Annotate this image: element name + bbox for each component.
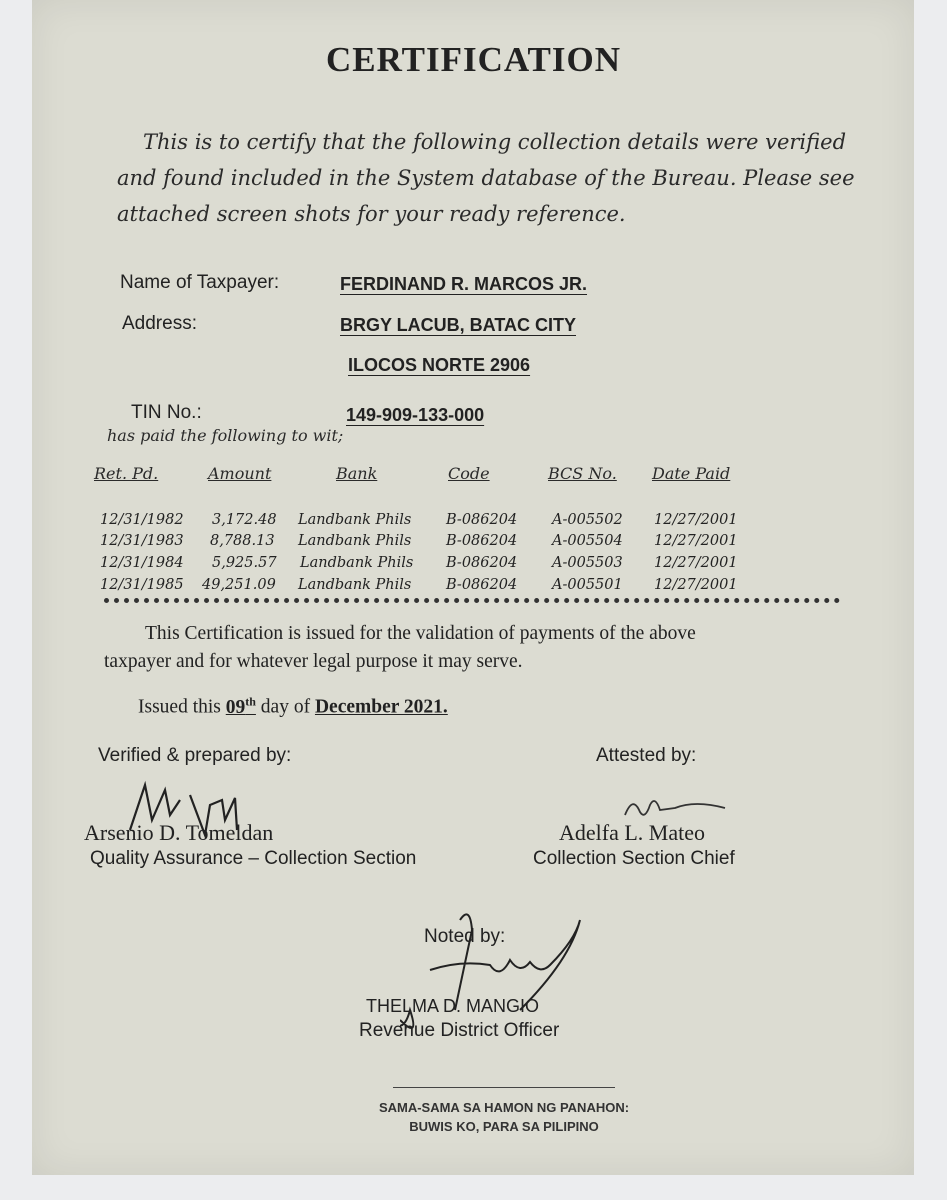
table-cell: 8,788.13 bbox=[210, 533, 275, 549]
table-cell: B-086204 bbox=[446, 555, 518, 571]
verified-label: Verified & prepared by: bbox=[98, 745, 292, 766]
table-cell: 12/27/2001 bbox=[654, 512, 738, 528]
table-cell: Landbank Phils bbox=[298, 512, 412, 528]
motto-rule bbox=[393, 1087, 615, 1088]
address-line-2: ILOCOS NORTE 2906 bbox=[348, 355, 531, 375]
issued-middle: day of bbox=[260, 696, 311, 718]
table-cell: 12/27/2001 bbox=[654, 577, 738, 593]
table-cell: Landbank Phils bbox=[298, 577, 412, 593]
document-title: CERTIFICATION bbox=[325, 40, 622, 79]
noter-signature bbox=[400, 900, 600, 1040]
address-label: Address: bbox=[122, 313, 197, 334]
table-cell: 5,925.57 bbox=[212, 555, 277, 571]
intro-line-3: attached screen shots for your ready reference. bbox=[117, 202, 626, 226]
col-header-date-paid: Date Paid bbox=[652, 464, 731, 483]
table-cell: 12/31/1982 bbox=[100, 512, 184, 528]
table-cell: A-005504 bbox=[552, 533, 623, 549]
table-cell: A-005502 bbox=[552, 512, 623, 528]
tin-label: TIN No.: bbox=[131, 402, 202, 423]
dotted-separator bbox=[104, 598, 840, 603]
tin-number: 149-909-133-000 bbox=[346, 405, 485, 425]
table-cell: 12/31/1983 bbox=[100, 533, 184, 549]
intro-line-1: This is to certify that the following collection details were verified bbox=[143, 130, 847, 154]
table-cell: Landbank Phils bbox=[298, 533, 412, 549]
table-cell: A-005503 bbox=[552, 555, 623, 571]
table-cell: A-005501 bbox=[552, 577, 623, 593]
attester-title: Collection Section Chief bbox=[533, 848, 735, 869]
table-cell: Landbank Phils bbox=[300, 555, 414, 571]
intro-line-2: and found included in the System database of the Bureau. Please see bbox=[117, 166, 855, 190]
verifier-name: Arsenio D. Tomeldan bbox=[84, 820, 274, 845]
table-cell: 12/27/2001 bbox=[654, 555, 738, 571]
motto-line-1: SAMA-SAMA SA HAMON NG PANAHON: bbox=[378, 1100, 630, 1115]
noter-title: Revenue District Officer bbox=[359, 1020, 560, 1041]
table-cell: 12/31/1984 bbox=[100, 555, 184, 571]
attested-label: Attested by: bbox=[596, 745, 697, 766]
issued-line bbox=[138, 694, 448, 719]
table-cell: 3,172.48 bbox=[212, 512, 277, 528]
col-header-code: Code bbox=[448, 464, 490, 483]
col-header-ret-pd: Ret. Pd. bbox=[94, 464, 159, 483]
motto-line-2: BUWIS KO, PARA SA PILIPINO bbox=[409, 1119, 599, 1134]
taxpayer-name: FERDINAND R. MARCOS JR. bbox=[340, 274, 588, 294]
validation-line-1: This Certification is issued for the validation of payments of the above bbox=[145, 623, 696, 644]
paid-text: has paid the following to wit; bbox=[107, 426, 344, 445]
table-cell: B-086204 bbox=[446, 533, 518, 549]
motto bbox=[370, 1098, 638, 1136]
address-line-1: BRGY LACUB, BATAC CITY bbox=[340, 315, 576, 335]
noted-label: Noted by: bbox=[424, 926, 506, 947]
issued-day: 09th bbox=[225, 694, 256, 718]
col-header-amount: Amount bbox=[208, 464, 272, 483]
table-cell: B-086204 bbox=[446, 577, 518, 593]
attester-name: Adelfa L. Mateo bbox=[559, 820, 705, 845]
validation-line-2: taxpayer and for whatever legal purpose it may serve. bbox=[104, 651, 523, 672]
table-cell: 12/31/1985 bbox=[100, 577, 184, 593]
issued-month-year: December 2021. bbox=[314, 696, 448, 718]
noter-name: THELMA D. MANGIO bbox=[366, 996, 540, 1016]
taxpayer-name-label: Name of Taxpayer: bbox=[120, 272, 280, 293]
issued-prefix: Issued this bbox=[138, 696, 221, 718]
col-header-bcs-no: BCS No. bbox=[548, 464, 617, 483]
table-cell: 12/27/2001 bbox=[654, 533, 738, 549]
verifier-title: Quality Assurance – Collection Section bbox=[90, 848, 417, 869]
table-cell: 49,251.09 bbox=[202, 577, 276, 593]
table-cell: B-086204 bbox=[446, 512, 518, 528]
col-header-bank: Bank bbox=[336, 464, 378, 483]
